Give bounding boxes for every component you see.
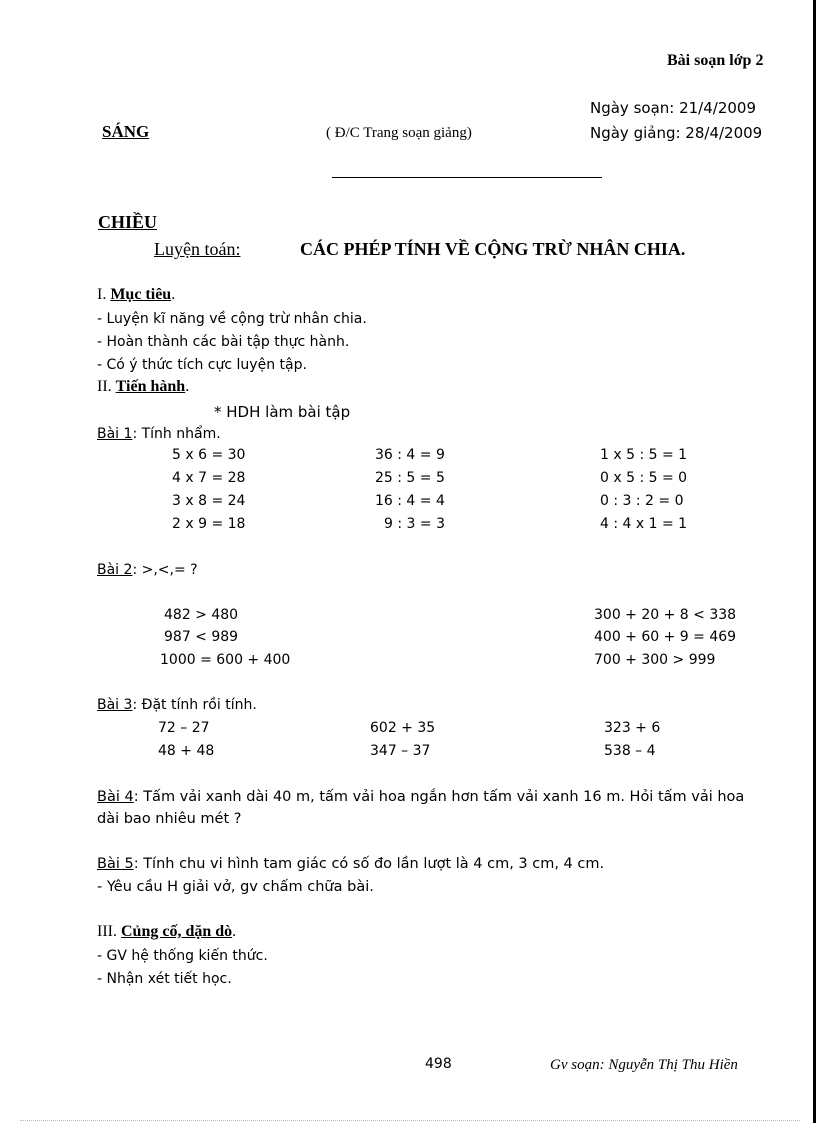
exercise-1-expr: 36 : 4 = 9 [375, 447, 445, 463]
exercise-1-label: Bài 1 [97, 426, 133, 442]
objective-item: - Hoàn thành các bài tập thực hành. [97, 334, 350, 350]
wrapup-item: - GV hệ thống kiến thức. [97, 948, 268, 964]
exercise-2-expr: 700 + 300 > 999 [594, 652, 716, 668]
exercise-2-expr: 987 < 989 [164, 629, 239, 645]
exercise-5-text: : Tính chu vi hình tam giác có số đo lần lượt là 4 cm, 3 cm, 4 cm. [133, 856, 605, 872]
exercise-5-line [97, 856, 604, 872]
exercise-3-expr: 538 – 4 [604, 743, 656, 759]
page-number: 498 [425, 1056, 452, 1072]
exercise-3-expr: 602 + 35 [370, 720, 436, 736]
section-3-tail: . [232, 923, 237, 940]
section-3-title: Củng cố, dặn dò [120, 923, 233, 940]
exercise-2-expr: 1000 = 600 + 400 [160, 652, 291, 668]
exercise-1-expr: 1 x 5 : 5 = 1 [600, 447, 688, 463]
section-2-tail: . [185, 378, 190, 395]
exercise-3-label: Bài 3 [97, 697, 133, 713]
exercise-1-heading [97, 426, 221, 442]
exercise-1-expr: 4 : 4 x 1 = 1 [600, 516, 688, 532]
exercise-4-line: dài bao nhiêu mét ? [97, 811, 242, 827]
exercise-3-expr: 72 – 27 [158, 720, 210, 736]
exercise-1-expr: 0 : 3 : 2 = 0 [600, 493, 684, 509]
afternoon-label: CHIỀU [98, 212, 158, 232]
author-credit: Gv soạn: Nguyễn Thị Thu Hiền [550, 1057, 738, 1073]
morning-note: ( Đ/C Trang soạn giảng) [326, 125, 472, 141]
wrapup-item: - Nhận xét tiết học. [97, 971, 232, 987]
objective-item: - Luyện kĩ năng về cộng trừ nhân chia. [97, 311, 367, 327]
activity-note: * HDH làm bài tập [214, 403, 351, 421]
exercise-1-expr: 16 : 4 = 4 [375, 493, 445, 509]
exercise-2-heading [97, 562, 198, 578]
exercise-3-expr: 323 + 6 [604, 720, 661, 736]
section-1-tail: . [171, 286, 176, 303]
exercise-3-expr: 48 + 48 [158, 743, 215, 759]
page-bottom-border [20, 1120, 800, 1121]
exercise-1-expr: 3 x 8 = 24 [172, 493, 246, 509]
section-1-heading [97, 286, 175, 304]
section-3-prefix: III. [97, 923, 121, 940]
exercise-1-expr: 4 x 7 = 28 [172, 470, 246, 486]
section-1-prefix: I. [97, 286, 111, 303]
exercise-3-expr: 347 – 37 [370, 743, 431, 759]
exercise-1-expr: 2 x 9 = 18 [172, 516, 246, 532]
exercise-3-heading [97, 697, 257, 713]
exercise-1-expr: 9 : 3 = 3 [384, 516, 445, 532]
exercise-5-line: - Yêu cầu H giải vở, gv chấm chữa bài. [97, 879, 374, 895]
lesson-title: CÁC PHÉP TÍNH VỀ CỘNG TRỪ NHÂN CHIA. [300, 239, 686, 259]
exercise-2-desc: : >,<,= ? [132, 562, 198, 578]
exercise-1-desc: : Tính nhẩm. [132, 426, 221, 442]
exercise-2-label: Bài 2 [97, 562, 133, 578]
objective-item: - Có ý thức tích cực luyện tập. [97, 357, 307, 373]
section-1-title: Mục tiêu [110, 286, 172, 303]
header-title: Bài soạn lớp 2 [667, 52, 764, 69]
lesson-subject: Luyện toán: [154, 239, 241, 259]
exercise-2-expr: 400 + 60 + 9 = 469 [594, 629, 737, 645]
date-taught: Ngày giảng: 28/4/2009 [590, 124, 763, 142]
exercise-2-expr: 300 + 20 + 8 < 338 [594, 607, 737, 623]
exercise-1-expr: 0 x 5 : 5 = 0 [600, 470, 688, 486]
exercise-4-line [97, 789, 744, 805]
exercise-2-expr: 482 > 480 [164, 607, 239, 623]
divider-line [332, 177, 602, 178]
exercise-4-label: Bài 4 [97, 789, 134, 805]
exercise-4-text: : Tấm vải xanh dài 40 m, tấm vải hoa ngắn hơn tấm vải xanh 16 m. Hỏi tấm vải hoa [133, 789, 745, 805]
section-2-title: Tiến hành [115, 378, 186, 395]
section-2-prefix: II. [97, 378, 116, 395]
exercise-1-expr: 25 : 5 = 5 [375, 470, 445, 486]
section-2-heading [97, 378, 189, 396]
exercise-3-desc: : Đặt tính rồi tính. [132, 697, 257, 713]
exercise-1-expr: 5 x 6 = 30 [172, 447, 246, 463]
section-3-heading [97, 923, 236, 941]
exercise-5-label: Bài 5 [97, 856, 134, 872]
morning-label: SÁNG [102, 122, 150, 141]
date-prepared: Ngày soạn: 21/4/2009 [590, 99, 757, 117]
